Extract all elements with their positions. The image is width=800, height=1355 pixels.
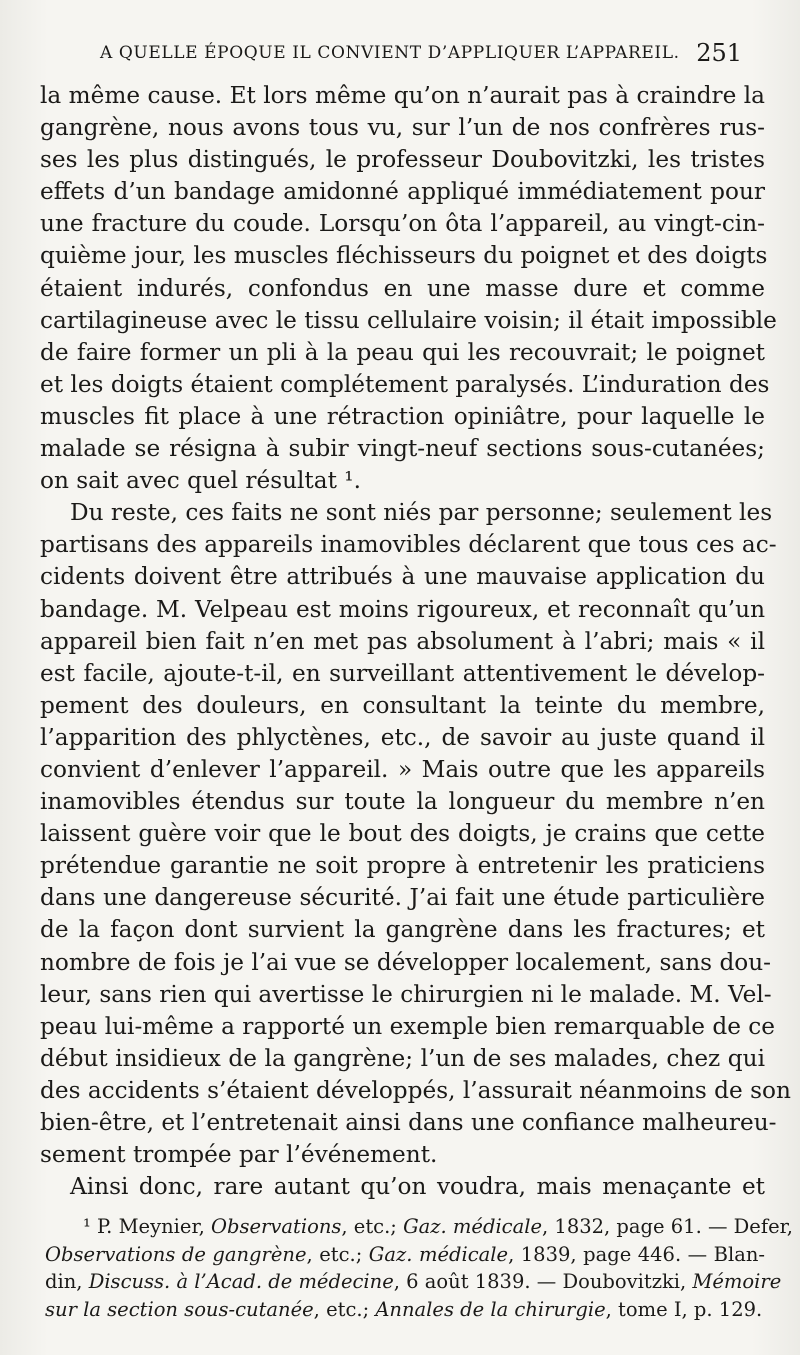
footnote-text: din,: [45, 1270, 89, 1293]
footnote-text: ¹ P. Meynier,: [83, 1215, 212, 1238]
footnote-italic: Annales de la chirurgie: [375, 1297, 606, 1321]
text-line: de faire former un pli à la peau qui les recouvrait; le poignet: [40, 338, 765, 366]
footnote-italic: Mémoire: [692, 1270, 782, 1293]
page-header: [100, 38, 742, 68]
text-line: Ainsi donc, rare autant qu’on voudra, mais menaçante et: [70, 1173, 765, 1201]
text-line: partisans des appareils inamovibles déclarent que tous ces ac-: [40, 531, 777, 559]
text-line: malade se résigna à subir vingt-neuf sections sous-cutanées;: [40, 435, 765, 463]
text-line: cidents doivent être attribués à une mauvaise application du: [40, 563, 765, 591]
text-line: sement trompée par l’événement.: [40, 1141, 438, 1169]
footnote-italic: sur la section sous-cutanée: [45, 1297, 314, 1321]
footnote-italic: Gaz. médicale: [368, 1242, 509, 1266]
text-line: bandage. M. Velpeau est moins rigoureux, et reconnaît qu’un: [40, 595, 765, 623]
footnote-text: , etc.;: [313, 1297, 376, 1321]
text-line: leur, sans rien qui avertisse le chirurgien ni le malade. M. Vel-: [40, 980, 772, 1008]
text-line: quième jour, les muscles fléchisseurs du poignet et des doigts: [40, 242, 768, 270]
text-line: est facile, ajoute-t-il, en surveillant attentivement le dévelop-: [40, 659, 765, 687]
text-line: étaient indurés, confondus en une masse dure et comme: [40, 274, 765, 302]
footnote-line: [45, 1213, 793, 1241]
page-number: 251: [696, 39, 742, 67]
text-line: et les doigts étaient complétement paralysés. L’induration des: [40, 370, 770, 398]
text-line: l’apparition des phlyctènes, etc., de savoir au juste quand il: [40, 723, 765, 751]
text-line: une fracture du coude. Lorsqu’on ôta l’appareil, au vingt-cin-: [40, 210, 765, 238]
body-text: [40, 80, 791, 1203]
text-line: de la façon dont survient la gangrène dans les fractures; et: [40, 916, 765, 944]
text-line: cartilagineuse avec le tissu cellulaire voisin; il était impossible: [40, 306, 777, 334]
text-line: prétendue garantie ne soit propre à entretenir les praticiens: [40, 852, 765, 880]
footnote-text: , etc.;: [306, 1242, 369, 1266]
text-line: des accidents s’étaient développés, l’assurait néanmoins de son: [40, 1076, 791, 1104]
footnote-italic: Discuss. à l’Acad. de médecine: [88, 1270, 394, 1293]
text-line: peau lui-même a rapporté un exemple bien remarquable de ce: [40, 1012, 776, 1040]
footnote-line: [45, 1268, 782, 1296]
footnote-line: [45, 1296, 765, 1324]
text-line: début insidieux de la gangrène; l’un de ses malades, chez qui: [40, 1044, 765, 1072]
footnote-italic: Observations de gangrène: [45, 1242, 307, 1266]
text-line: gangrène, nous avons tous vu, sur l’un de nos confrères rus-: [40, 114, 765, 142]
footnote-italic: Observations: [211, 1215, 342, 1238]
text-line: appareil bien fait n’en met pas absolument à l’abri; mais « il: [40, 627, 765, 655]
text-line: inamovibles étendus sur toute la longueur du membre n’en: [40, 788, 765, 816]
text-line: la même cause. Et lors même qu’on n’aurait pas à craindre la: [40, 82, 765, 109]
text-line: dans une dangereuse sécurité. J’ai fait une étude particulière: [40, 884, 765, 912]
text-line: muscles fit place à une rétraction opiniâtre, pour laquelle le: [40, 402, 765, 430]
text-line: Du reste, ces faits ne sont niés par personne; seulement les: [70, 499, 773, 527]
footnote-text: , 6 août 1839. — Doubovitzki,: [393, 1270, 693, 1293]
text-line: nombre de fois je l’ai vue se développer localement, sans dou-: [40, 948, 772, 976]
text-line: convient d’enlever l’appareil. » Mais outre que les appareils: [40, 755, 765, 783]
footnote-text: , 1839, page 446. — Blan-: [508, 1242, 766, 1266]
text-line: laissent guère voir que le bout des doigts, je crains que cette: [40, 820, 765, 848]
text-line: on sait avec quel résultat ¹.: [40, 467, 361, 495]
text-line: effets d’un bandage amidonné appliqué immédiatement pour: [40, 178, 765, 206]
footnote-text: , 1832, page 61. — Defer,: [542, 1215, 793, 1238]
footnotes: [45, 1213, 793, 1323]
footnote-text: , etc.;: [341, 1215, 404, 1238]
text-line: ses les plus distingués, le professeur Doubovitzki, les tristes: [40, 146, 765, 174]
footnote-text: , tome I, p. 129.: [605, 1297, 763, 1321]
text-line: bien-être, et l’entretenait ainsi dans une confiance malheureu-: [40, 1109, 777, 1136]
text-line: pement des douleurs, en consultant la teinte du membre,: [40, 691, 765, 719]
footnote-italic: Gaz. médicale: [403, 1215, 543, 1238]
footnote-line: [45, 1241, 765, 1269]
running-head: A QUELLE ÉPOQUE IL CONVIENT D’APPLIQUER L’APPAREIL.: [100, 43, 680, 63]
